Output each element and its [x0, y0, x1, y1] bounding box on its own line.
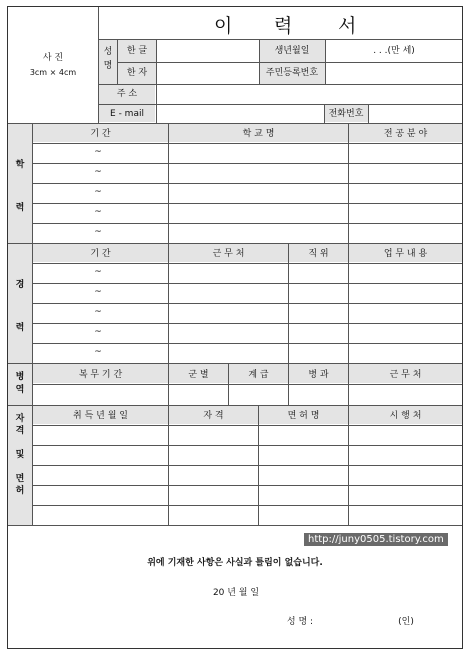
career-row-mark: ~ — [94, 347, 102, 357]
career-header-company: 근 무 처 — [212, 249, 245, 259]
career-header-duties: 업 무 내 용 — [383, 249, 428, 259]
lic-header-issuer: 시 행 처 — [389, 411, 422, 421]
education-section-label: 학 력 — [15, 160, 25, 213]
lic-header-qualification: 자 격 — [203, 411, 224, 421]
name-label: 성 명 — [103, 47, 113, 71]
photo-label: 사 진 — [42, 53, 64, 63]
edu-row-mark: ~ — [94, 187, 102, 197]
statement: 위에 기재한 사항은 사실과 틀림이 없습니다. — [147, 558, 323, 568]
license-section-label: 자 격 및 면 허 — [15, 414, 25, 496]
edu-row-mark: ~ — [94, 147, 102, 157]
hangul-label: 한 글 — [126, 46, 148, 56]
id-label: 주민등록번호 — [265, 68, 319, 78]
mil-header-rank: 계 급 — [248, 370, 269, 380]
seal-label: (인) — [398, 617, 414, 627]
career-header-position: 직 위 — [308, 249, 329, 259]
military-section-label: 병 역 — [15, 372, 25, 395]
edu-row-mark: ~ — [94, 227, 102, 237]
photo-size: 3cm × 4cm — [29, 68, 77, 77]
row-line — [98, 104, 462, 105]
resume-form — [7, 6, 463, 649]
address-label: 주 소 — [116, 89, 138, 99]
birth-value[interactable]: . . .(만 세) — [373, 46, 415, 56]
career-section-label: 경 력 — [15, 280, 25, 333]
edu-header-period: 기 간 — [90, 129, 111, 139]
date-line: 20 년 월 일 — [212, 588, 260, 598]
email-label: E - mail — [110, 109, 144, 119]
watermark: http://juny0505.tistory.com — [304, 533, 448, 546]
title-char-2: 력 — [274, 15, 294, 37]
birth-label: 생년월일 — [274, 46, 310, 56]
hanja-label: 한 자 — [126, 68, 148, 78]
lic-header-date: 취 득 년 월 일 — [73, 411, 128, 421]
career-row-mark: ~ — [94, 307, 102, 317]
title-char-3: 서 — [338, 15, 358, 37]
career-row-mark: ~ — [94, 327, 102, 337]
mil-header-unit: 근 무 처 — [389, 370, 422, 380]
career-row-mark: ~ — [94, 287, 102, 297]
mil-header-branch: 군 별 — [188, 370, 209, 380]
career-header-period: 기 간 — [90, 249, 111, 259]
edu-header-school: 학 교 명 — [242, 129, 275, 139]
edu-row-mark: ~ — [94, 207, 102, 217]
mil-header-period: 복 무 기 간 — [78, 370, 123, 380]
title-char-1: 이 — [214, 15, 234, 37]
edu-header-major: 전 공 분 야 — [383, 129, 428, 139]
lic-header-license: 면 허 명 — [287, 411, 320, 421]
mil-header-specialty: 병 과 — [308, 370, 329, 380]
sign-label: 성 명 : — [286, 617, 314, 627]
career-row-mark: ~ — [94, 267, 102, 277]
phone-label: 전화번호 — [328, 109, 364, 119]
edu-row-mark: ~ — [94, 167, 102, 177]
row-line — [117, 62, 462, 63]
row-line — [98, 84, 462, 85]
